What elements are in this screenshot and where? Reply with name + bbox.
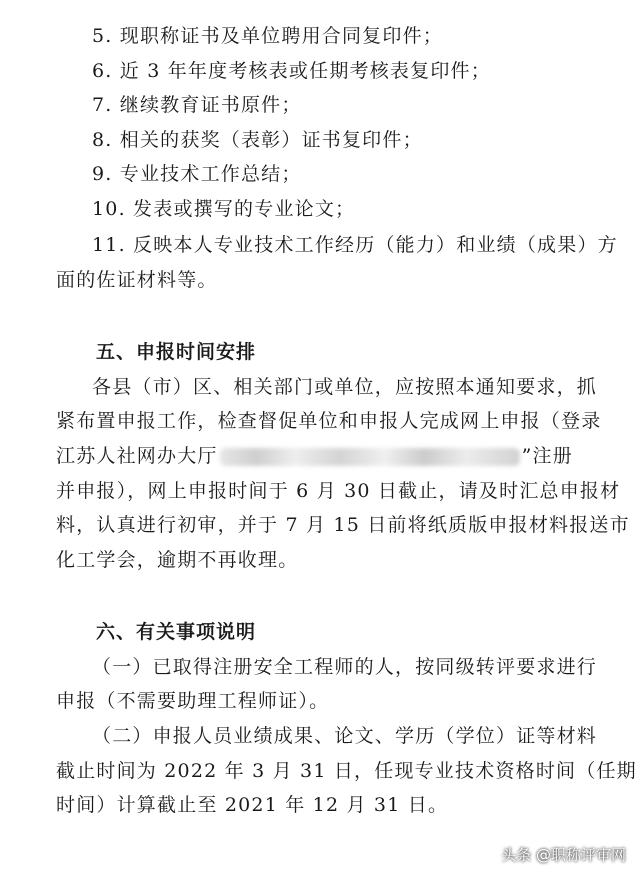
list-item-6: 6. 近 3 年年度考核表或任期考核表复印件； — [92, 60, 491, 82]
section5-paragraph-line: 化工学会，逾期不再收理。 — [56, 549, 299, 571]
list-item-5: 5. 现职称证书及单位聘用合同复印件； — [92, 25, 443, 47]
section5-paragraph-line: 紧布置申报工作，检查督促单位和申报人完成网上申报（登录 — [56, 410, 602, 432]
watermark: 头条 @职称评审网 — [501, 846, 626, 864]
section5-paragraph-line: 料，认真进行初审，并于 7 月 15 日前将纸质版申报材料报送市 — [56, 514, 630, 536]
section5-paragraph-line: 各县（市）区、相关部门或单位，应按照本通知要求，抓 — [92, 376, 598, 398]
list-item-10: 10. 发表或撰写的专业论文； — [92, 198, 356, 220]
section5-paragraph-line — [56, 444, 573, 468]
section5-text-after-redaction: ”注册 — [521, 445, 573, 467]
section6-paragraph-line: （二）申报人员业绩成果、论文、学历（学位）证等材料 — [92, 725, 598, 747]
section6-paragraph-line: 时间）计算截止至 2021 年 12 月 31 日。 — [56, 794, 449, 816]
list-item-8: 8. 相关的获奖（表彰）证书复印件； — [92, 129, 423, 151]
redacted-url — [220, 448, 520, 466]
list-item-11: 11. 反映本人专业技术工作经历（能力）和业绩（成果）方 — [92, 234, 618, 256]
section-heading-schedule: 五、申报时间安排 — [96, 341, 257, 363]
list-item-11-continued: 面的佐证材料等。 — [56, 269, 218, 291]
section6-paragraph-line: 截止时间为 2022 年 3 月 31 日，任现专业技术资格时间（任期 — [56, 760, 637, 782]
section6-paragraph-line: 申报（不需要助理工程师证）。 — [56, 690, 330, 712]
section5-paragraph-line: 并申报），网上申报时间于 6 月 30 日截止，请及时汇总申报材 — [56, 480, 621, 502]
section-heading-notes: 六、有关事项说明 — [96, 621, 257, 643]
section5-text-before-redaction: 江苏人社网办大厅 — [56, 445, 218, 467]
list-item-9: 9. 专业技术工作总结； — [92, 163, 302, 185]
section6-paragraph-line: （一）已取得注册安全工程师的人，按同级转评要求进行 — [92, 656, 598, 678]
list-item-7: 7. 继续教育证书原件； — [92, 94, 302, 116]
